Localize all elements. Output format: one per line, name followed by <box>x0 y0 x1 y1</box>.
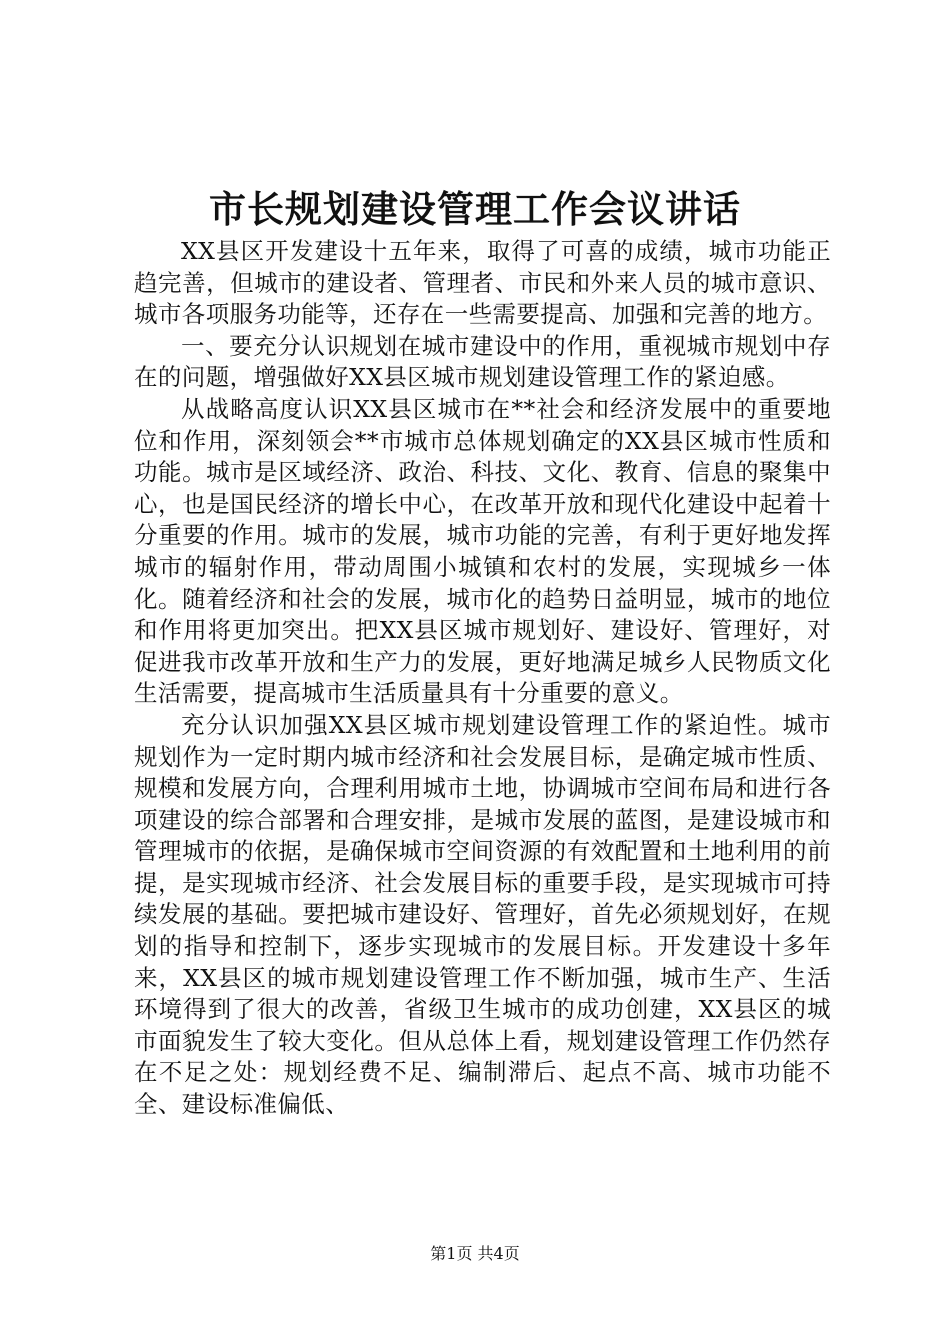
page-number-footer: 第1页 共4页 <box>430 1244 520 1263</box>
paragraph-strategic-understanding: 从战略高度认识XX县区城市在**社会和经济发展中的重要地位和作用，深刻领会**市城市总体规划确定的XX县区城市性质和功能。城市是区域经济、政治、科技、文化、教育、信息的聚集中心，也是国民经济的增长中心，在改革开放和现代化建设中起着十分重要的作用。城市的发展，城市功能的完善，有利于更好地发挥城市的辐射作用，带动周围小城镇和农村的发展，实现城乡一体化。随着经济和社会的发展，城市化的趋势日益明显，城市的地位和作用将更加突出。把XX县区城市规划好、建设好、管理好，对促进我市改革开放和生产力的发展，更好地满足城乡人民物质文化生活需要，提高城市生活质量具有十分重要的意义。 <box>134 394 831 708</box>
paragraph-urgency: 充分认识加强XX县区城市规划建设管理工作的紧迫性。城市规划作为一定时期内城市经济和社会发展目标，是确定城市性质、规模和发展方向，合理利用城市土地，协调城市空间布局和进行各项建设的综合部署和合理安排，是城市发展的蓝图，是建设城市和管理城市的依据，是确保城市空间资源的有效配置和土地利用的前提，是实现城市经济、社会发展目标的重要手段，是实现城市可持续发展的基础。要把城市建设好、管理好，首先必须规划好，在规划的指导和控制下，逐步实现城市的发展目标。开发建设十多年来，XX县区的城市规划建设管理工作不断加强，城市生产、生活环境得到了很大的改善，省级卫生城市的成功创建，XX县区的城市面貌发生了较大变化。但从总体上看，规划建设管理工作仍然存在不足之处：规划经费不足、编制滞后、起点不高、城市功能不全、建设标准偏低、 <box>134 710 831 1119</box>
document-title: 市长规划建设管理工作会议讲话 <box>209 187 741 231</box>
paragraph-intro: XX县区开发建设十五年来，取得了可喜的成绩，城市功能正趋完善，但城市的建设者、管理者、市民和外来人员的城市意识、城市各项服务功能等，还存在一些需要提高、加强和完善的地方。 <box>134 237 831 329</box>
paragraph-section-one-heading: 一、要充分认识规划在城市建设中的作用，重视城市规划中存在的问题，增强做好XX县区城市规划建设管理工作的紧迫感。 <box>134 331 831 392</box>
document-body <box>134 236 831 1121</box>
